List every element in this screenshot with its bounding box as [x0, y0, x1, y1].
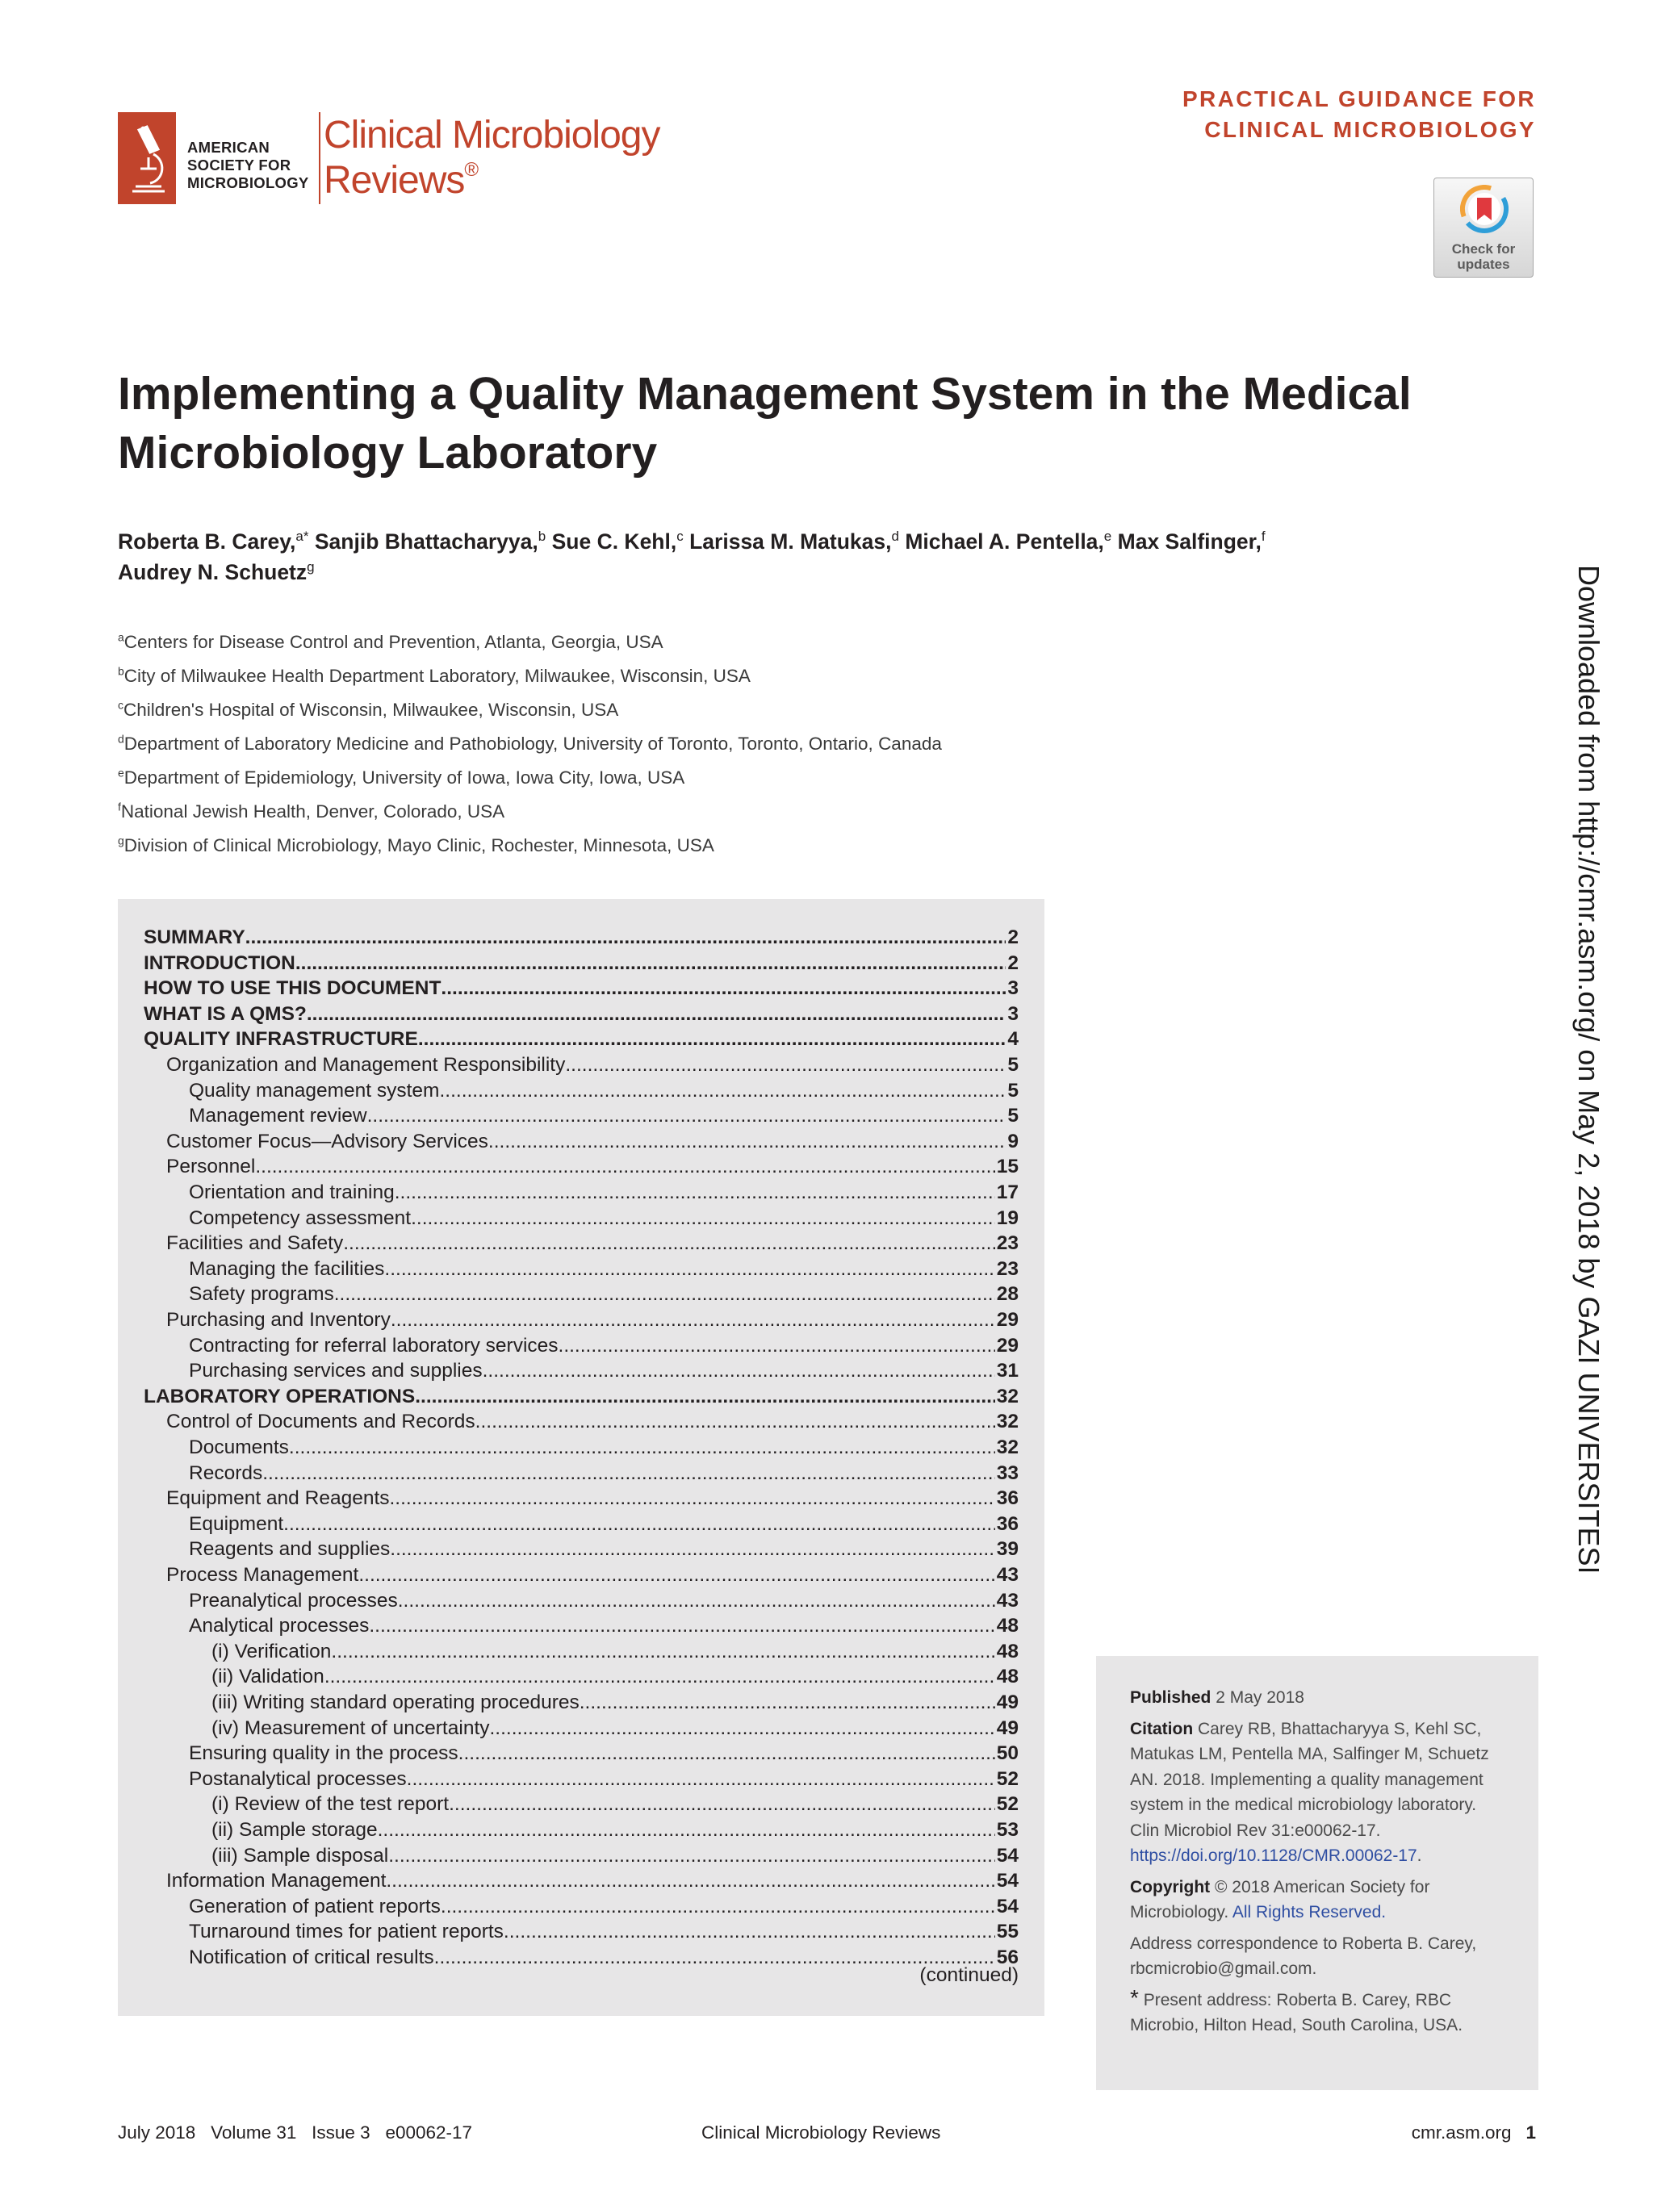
- toc-entry-label: Contracting for referral laboratory services: [189, 1334, 559, 1357]
- citation-text: Carey RB, Bhattacharyya S, Kehl SC, Matukas LM, Pentella MA, Salfinger M, Schuetz AN. 2018. Implementing a quality management system in the medical microbiology laboratory. Clin Microbiol Rev 31:e00062-17.: [1130, 1719, 1489, 1840]
- toc-entry[interactable]: [211, 1843, 1019, 1869]
- affiliation-mark: a: [118, 630, 124, 644]
- affiliation-text: Department of Epidemiology, University of Iowa, Iowa City, Iowa, USA: [123, 767, 685, 788]
- toc-leader-dots: [559, 1333, 995, 1359]
- affiliation-text: City of Milwaukee Health Department Laboratory, Milwaukee, Wisconsin, USA: [123, 666, 751, 686]
- toc-entry-label: Analytical processes: [189, 1615, 370, 1637]
- toc-leader-dots: [483, 1358, 995, 1384]
- org-name-line: SOCIETY FOR: [187, 157, 291, 174]
- toc-entry[interactable]: [189, 1537, 1019, 1562]
- toc-leader-dots: [384, 1257, 994, 1282]
- toc-leader-dots: [504, 1919, 995, 1945]
- toc-leader-dots: [458, 1741, 995, 1767]
- toc-leader-dots: [358, 1562, 994, 1588]
- toc-entry-page: 32: [996, 1385, 1019, 1407]
- toc-leader-dots: [407, 1767, 995, 1792]
- journal-name-line1: Clinical Microbiology: [324, 114, 660, 157]
- author-name: Larissa M. Matukas,: [689, 529, 892, 554]
- toc-entry-label: Preanalytical processes: [189, 1589, 398, 1612]
- toc-entry-page: 43: [996, 1589, 1019, 1612]
- affiliation-mark: f: [118, 800, 121, 813]
- toc-entry-page: 33: [996, 1461, 1019, 1484]
- toc-entry-page: 3: [1007, 1002, 1019, 1025]
- toc-entry[interactable]: [189, 1613, 1019, 1639]
- toc-entry-label: WHAT IS A QMS?: [144, 1002, 307, 1025]
- asm-logo-mark: [118, 112, 176, 204]
- affiliation-mark: b: [118, 664, 124, 678]
- toc-leader-dots: [343, 1231, 994, 1257]
- author-name: Sanjib Bhattacharyya,: [314, 529, 538, 554]
- affiliation-item: [118, 761, 1167, 795]
- toc-entry[interactable]: [211, 1716, 1019, 1742]
- toc-leader-dots: [441, 1894, 995, 1920]
- author-affil-mark: g: [307, 559, 315, 575]
- affiliation-mark: g: [118, 834, 124, 847]
- toc-entry[interactable]: [166, 1154, 1019, 1180]
- toc-entry-page: 39: [996, 1538, 1019, 1561]
- toc-entry[interactable]: [189, 1206, 1019, 1231]
- author-affil-mark: d: [891, 529, 899, 545]
- check-updates-label: [1434, 241, 1533, 272]
- toc-leader-dots: [369, 1613, 994, 1639]
- toc-leader-dots: [488, 1129, 1006, 1155]
- footer-page-number: 1: [1525, 2122, 1536, 2143]
- table-of-contents: [118, 899, 1044, 2016]
- toc-entry[interactable]: [144, 951, 1019, 976]
- toc-entry-page: 2: [1007, 951, 1019, 974]
- toc-leader-dots: [565, 1052, 1006, 1078]
- toc-entry[interactable]: [144, 925, 1019, 951]
- toc-entry-label: Documents: [189, 1436, 289, 1458]
- section-label: [1182, 84, 1536, 145]
- toc-entry-label: Records: [189, 1461, 263, 1484]
- toc-entry-label: Management review: [189, 1105, 367, 1127]
- toc-entry[interactable]: [189, 1767, 1019, 1792]
- toc-entry-label: Customer Focus—Advisory Services: [166, 1130, 488, 1152]
- toc-entry[interactable]: [189, 1257, 1019, 1282]
- affiliation-item: [118, 693, 1167, 727]
- author-affil-mark: e: [1103, 529, 1112, 545]
- publication-info: [1096, 1656, 1538, 2090]
- toc-entry-label: Process Management: [166, 1564, 359, 1586]
- toc-entry[interactable]: [211, 1664, 1019, 1690]
- toc-entry-page: 15: [996, 1156, 1019, 1178]
- toc-entry[interactable]: [189, 1945, 1019, 1971]
- toc-leader-dots: [307, 1001, 1006, 1027]
- toc-entry-page: 52: [996, 1767, 1019, 1790]
- toc-entry[interactable]: [211, 1817, 1019, 1843]
- toc-entry[interactable]: [144, 1001, 1019, 1027]
- present-address-mark: *: [1130, 1984, 1139, 2010]
- toc-entry[interactable]: [189, 1078, 1019, 1104]
- toc-entry-label: Organization and Management Responsibility: [166, 1054, 566, 1076]
- toc-leader-dots: [324, 1664, 995, 1690]
- toc-entry-page: 52: [996, 1793, 1019, 1816]
- microscope-icon: [118, 112, 176, 204]
- toc-entry[interactable]: [189, 1741, 1019, 1767]
- download-stamp: Downloaded from http://cmr.asm.org/ on May 2, 2018 by GAZI UNIVERSITESI: [1572, 565, 1605, 1574]
- toc-entry-label: (ii) Sample storage: [211, 1819, 378, 1841]
- toc-entry-page: 32: [996, 1436, 1019, 1458]
- toc-entry-label: INTRODUCTION: [144, 951, 295, 974]
- toc-leader-dots: [262, 1461, 995, 1487]
- toc-entry-page: 48: [996, 1640, 1019, 1662]
- toc-entry[interactable]: [189, 1180, 1019, 1206]
- toc-entry-label: Personnel: [166, 1156, 256, 1178]
- toc-entry-page: 55: [996, 1921, 1019, 1943]
- toc-entry-label: SUMMARY: [144, 926, 245, 948]
- copyright-label: Copyright: [1130, 1877, 1211, 1896]
- present-address-text: Present address: Roberta B. Carey, RBC Microbio, Hilton Head, South Carolina, USA.: [1130, 1990, 1463, 2034]
- org-name: [187, 139, 309, 192]
- toc-entry[interactable]: [166, 1307, 1019, 1333]
- toc-entry[interactable]: [166, 1409, 1019, 1435]
- toc-entry-label: Purchasing services and supplies: [189, 1360, 483, 1382]
- logo-divider: [319, 112, 320, 204]
- toc-entry[interactable]: [211, 1639, 1019, 1665]
- toc-leader-dots: [283, 1512, 995, 1537]
- toc-entry-page: 29: [996, 1334, 1019, 1357]
- toc-leader-dots: [475, 1409, 995, 1435]
- affiliation-item: [118, 795, 1167, 829]
- toc-leader-dots: [334, 1282, 995, 1307]
- toc-entry-label: Notification of critical results.: [189, 1946, 440, 1968]
- toc-entry-label: Equipment and Reagents: [166, 1487, 390, 1510]
- toc-entry[interactable]: [166, 1486, 1019, 1512]
- toc-entry-label: (ii) Validation: [211, 1666, 324, 1688]
- journal-name: [324, 113, 659, 203]
- toc-leader-dots: [398, 1588, 995, 1614]
- toc-entry[interactable]: [189, 1588, 1019, 1614]
- footer-site-link[interactable]: cmr.asm.org: [1411, 2122, 1512, 2143]
- toc-entry-page: 54: [996, 1870, 1019, 1892]
- toc-entry-page: 54: [996, 1844, 1019, 1867]
- toc-entry-label: Competency assessment: [189, 1206, 412, 1229]
- org-name-line: AMERICAN: [187, 139, 270, 156]
- toc-leader-dots: [245, 925, 1006, 951]
- author-list: [118, 526, 1442, 587]
- toc-entry-page: 48: [996, 1615, 1019, 1637]
- toc-entry-page: 53: [996, 1819, 1019, 1841]
- toc-entry[interactable]: [166, 1562, 1019, 1588]
- published-label: Published: [1130, 1688, 1212, 1707]
- correspondence: Address correspondence to Roberta B. Carey, rbcmicrobio@gmail.com.: [1130, 1934, 1477, 1978]
- affiliation-mark: d: [118, 732, 124, 746]
- toc-entry-page: 54: [996, 1895, 1019, 1917]
- toc-entry[interactable]: [189, 1919, 1019, 1945]
- toc-entry[interactable]: [189, 1103, 1019, 1129]
- toc-entry-page: 28: [996, 1283, 1019, 1306]
- registered-mark: ®: [464, 159, 479, 181]
- toc-entry-label: LABORATORY OPERATIONS: [144, 1385, 416, 1407]
- affiliation-item: [118, 829, 1167, 863]
- toc-entry[interactable]: [211, 1690, 1019, 1716]
- footer-right: [1412, 2121, 1536, 2145]
- toc-entry-label: Orientation and training: [189, 1181, 395, 1203]
- check-for-updates-button[interactable]: [1433, 178, 1534, 278]
- toc-entry-page: 2: [1007, 926, 1019, 948]
- toc-entry-label: (iii) Writing standard operating procedures: [211, 1691, 580, 1713]
- toc-entry[interactable]: [166, 1129, 1019, 1155]
- toc-entry[interactable]: [144, 1027, 1019, 1052]
- affiliation-text: National Jewish Health, Denver, Colorado, USA: [120, 801, 505, 822]
- toc-continued: (continued): [919, 1964, 1019, 1986]
- toc-leader-dots: [395, 1180, 995, 1206]
- toc-entry-page: 50: [996, 1742, 1019, 1765]
- toc-entry-page: 9: [1007, 1130, 1019, 1152]
- toc-entry[interactable]: [144, 1384, 1019, 1410]
- toc-entry-label: (iv) Measurement of uncertainty: [211, 1716, 490, 1739]
- toc-entry-label: Reagents and supplies: [189, 1538, 391, 1561]
- toc-entry-page: 49: [996, 1691, 1019, 1713]
- toc-entry-label: Managing the facilities: [189, 1257, 385, 1280]
- toc-entry[interactable]: [189, 1512, 1019, 1537]
- author-affil-mark: f: [1261, 529, 1266, 545]
- toc-entry[interactable]: [189, 1435, 1019, 1461]
- toc-leader-dots: [391, 1307, 995, 1333]
- toc-entry-label: Quality management system: [189, 1079, 440, 1102]
- journal-name-line2: Reviews: [324, 159, 465, 202]
- affiliation-item: [118, 625, 1167, 659]
- toc-entry[interactable]: [166, 1231, 1019, 1257]
- toc-entry-page: 43: [996, 1564, 1019, 1586]
- toc-entry-label: Facilities and Safety: [166, 1232, 344, 1255]
- toc-leader-dots: [386, 1868, 994, 1894]
- author-affil-mark: a*: [295, 529, 309, 545]
- org-name-line: MICROBIOLOGY: [187, 174, 309, 191]
- toc-entry-label: (i) Verification: [211, 1640, 332, 1662]
- article-title-line1: Implementing a Quality Management System in the Medical: [118, 368, 1412, 420]
- toc-leader-dots: [390, 1537, 994, 1562]
- toc-entry-page: 36: [996, 1512, 1019, 1535]
- author-name: Roberta B. Carey,: [118, 529, 296, 554]
- article-title: [118, 365, 1538, 483]
- affiliation-text: Division of Clinical Microbiology, Mayo Clinic, Rochester, Minnesota, USA: [123, 835, 714, 855]
- affiliation-list: [118, 625, 1167, 863]
- toc-entry-label: Safety programs: [189, 1283, 334, 1306]
- toc-leader-dots: [255, 1154, 994, 1180]
- toc-leader-dots: [388, 1843, 995, 1869]
- toc-leader-dots: [449, 1792, 995, 1817]
- author-name: Michael A. Pentella,: [905, 529, 1104, 554]
- toc-entry[interactable]: [144, 976, 1019, 1001]
- present-address-block: [1130, 1984, 1506, 2038]
- footer-issue-info: July 2018 Volume 31 Issue 3 e00062-17: [118, 2122, 473, 2143]
- toc-entry[interactable]: [166, 1868, 1019, 1894]
- toc-leader-dots: [441, 976, 1006, 1001]
- toc-entry[interactable]: [189, 1358, 1019, 1384]
- affiliation-item: [118, 727, 1167, 761]
- toc-entry[interactable]: [211, 1792, 1019, 1817]
- toc-entry-page: 5: [1007, 1079, 1019, 1102]
- toc-entry-page: 23: [996, 1257, 1019, 1280]
- toc-leader-dots: [390, 1486, 995, 1512]
- toc-leader-dots: [415, 1384, 995, 1410]
- toc-entry-label: Purchasing and Inventory: [166, 1309, 391, 1331]
- check-updates-line1: Check for: [1451, 241, 1516, 257]
- toc-leader-dots: [418, 1027, 1006, 1052]
- toc-entry-page: 5: [1007, 1105, 1019, 1127]
- toc-leader-dots: [295, 951, 1006, 976]
- toc-entry-page: 17: [996, 1181, 1019, 1203]
- footer-journal: Clinical Microbiology Reviews: [701, 2122, 941, 2143]
- toc-entry-label: QUALITY INFRASTRUCTURE: [144, 1028, 418, 1051]
- toc-entry[interactable]: [189, 1461, 1019, 1487]
- toc-entry-label: Information Management: [166, 1870, 387, 1892]
- toc-entry-label: Equipment: [189, 1512, 284, 1535]
- toc-entry[interactable]: [189, 1894, 1019, 1920]
- toc-entry[interactable]: [189, 1333, 1019, 1359]
- toc-leader-dots: [331, 1639, 994, 1665]
- toc-leader-dots: [411, 1206, 995, 1231]
- citation-block: Citation Carey RB, Bhattacharyya S, Kehl SC, Matukas LM, Pentella MA, Salfinger M, Schuetz AN. 2018. Implementing a quality management system in the medical microbiology laboratory. Clin Microbiol Rev 31:e00062-17. https://doi.org/10.1128/CMR.00062-17.: [1130, 1719, 1489, 1865]
- affiliation-text: Department of Laboratory Medicine and Pathobiology, University of Toronto, Toronto, Ontario, Canada: [123, 734, 942, 754]
- rights-link[interactable]: All Rights Reserved.: [1232, 1903, 1387, 1921]
- affiliation-text: Children's Hospital of Wisconsin, Milwaukee, Wisconsin, USA: [123, 700, 619, 720]
- doi-link[interactable]: https://doi.org/10.1128/CMR.00062-17: [1130, 1846, 1417, 1865]
- toc-entry[interactable]: [189, 1282, 1019, 1307]
- toc-entry-page: 5: [1007, 1054, 1019, 1076]
- toc-entry-label: (i) Review of the test report: [211, 1793, 450, 1816]
- toc-entry-label: Control of Documents and Records: [166, 1411, 475, 1433]
- toc-leader-dots: [580, 1690, 995, 1716]
- author-name: Audrey N. Schuetz: [118, 560, 308, 584]
- toc-entry-label: HOW TO USE THIS DOCUMENT: [144, 977, 441, 1000]
- toc-entry-page: 29: [996, 1309, 1019, 1331]
- toc-leader-dots: [367, 1103, 1006, 1129]
- affiliation-mark: e: [118, 766, 124, 780]
- toc-entry-page: 48: [996, 1666, 1019, 1688]
- toc-leader-dots: [439, 1945, 994, 1971]
- published-line: [1130, 1685, 1506, 1711]
- toc-entry-page: 31: [996, 1360, 1019, 1382]
- toc-entry-label: Generation of patient reports: [189, 1895, 441, 1917]
- published-date: 2 May 2018: [1216, 1688, 1304, 1707]
- article-title-line2: Microbiology Laboratory: [118, 427, 658, 479]
- toc-entry-page: 3: [1007, 977, 1019, 1000]
- check-updates-line2: updates: [1457, 257, 1510, 272]
- toc-entry-label: Ensuring quality in the process: [189, 1742, 458, 1765]
- toc-entry-page: 49: [996, 1716, 1019, 1739]
- check-updates-icon: [1460, 185, 1509, 236]
- affiliation-text: Centers for Disease Control and Prevention, Atlanta, Georgia, USA: [123, 632, 663, 652]
- author-name: Sue C. Kehl,: [551, 529, 677, 554]
- toc-entry-label: Postanalytical processes: [189, 1767, 407, 1790]
- toc-leader-dots: [439, 1078, 1006, 1104]
- author-affil-mark: c: [676, 529, 684, 545]
- toc-entry-page: 32: [996, 1411, 1019, 1433]
- copyright-block: [1130, 1875, 1506, 1926]
- toc-leader-dots: [378, 1817, 995, 1843]
- toc-leader-dots: [289, 1435, 995, 1461]
- toc-entry-label: (iii) Sample disposal: [211, 1844, 389, 1867]
- citation-label: Citation: [1130, 1719, 1194, 1738]
- toc-entry-page: 4: [1007, 1028, 1019, 1051]
- section-label-line2: CLINICAL MICROBIOLOGY: [1204, 117, 1536, 142]
- toc-entry-page: 36: [996, 1487, 1019, 1510]
- author-name: Max Salfinger,: [1117, 529, 1262, 554]
- toc-leader-dots: [490, 1716, 995, 1742]
- toc-entry-label: Turnaround times for patient reports: [189, 1921, 504, 1943]
- toc-entry-page: 23: [996, 1232, 1019, 1255]
- affiliation-item: [118, 659, 1167, 693]
- toc-entry[interactable]: [166, 1052, 1019, 1078]
- copyright-text: © 2018 American Society for Microbiology.: [1130, 1877, 1430, 1921]
- toc-entry-page: 19: [996, 1206, 1019, 1229]
- section-label-line1: PRACTICAL GUIDANCE FOR: [1182, 86, 1536, 111]
- affiliation-mark: c: [118, 698, 123, 712]
- toc-entry-page: 56: [996, 1946, 1019, 1968]
- author-affil-mark: b: [538, 529, 546, 545]
